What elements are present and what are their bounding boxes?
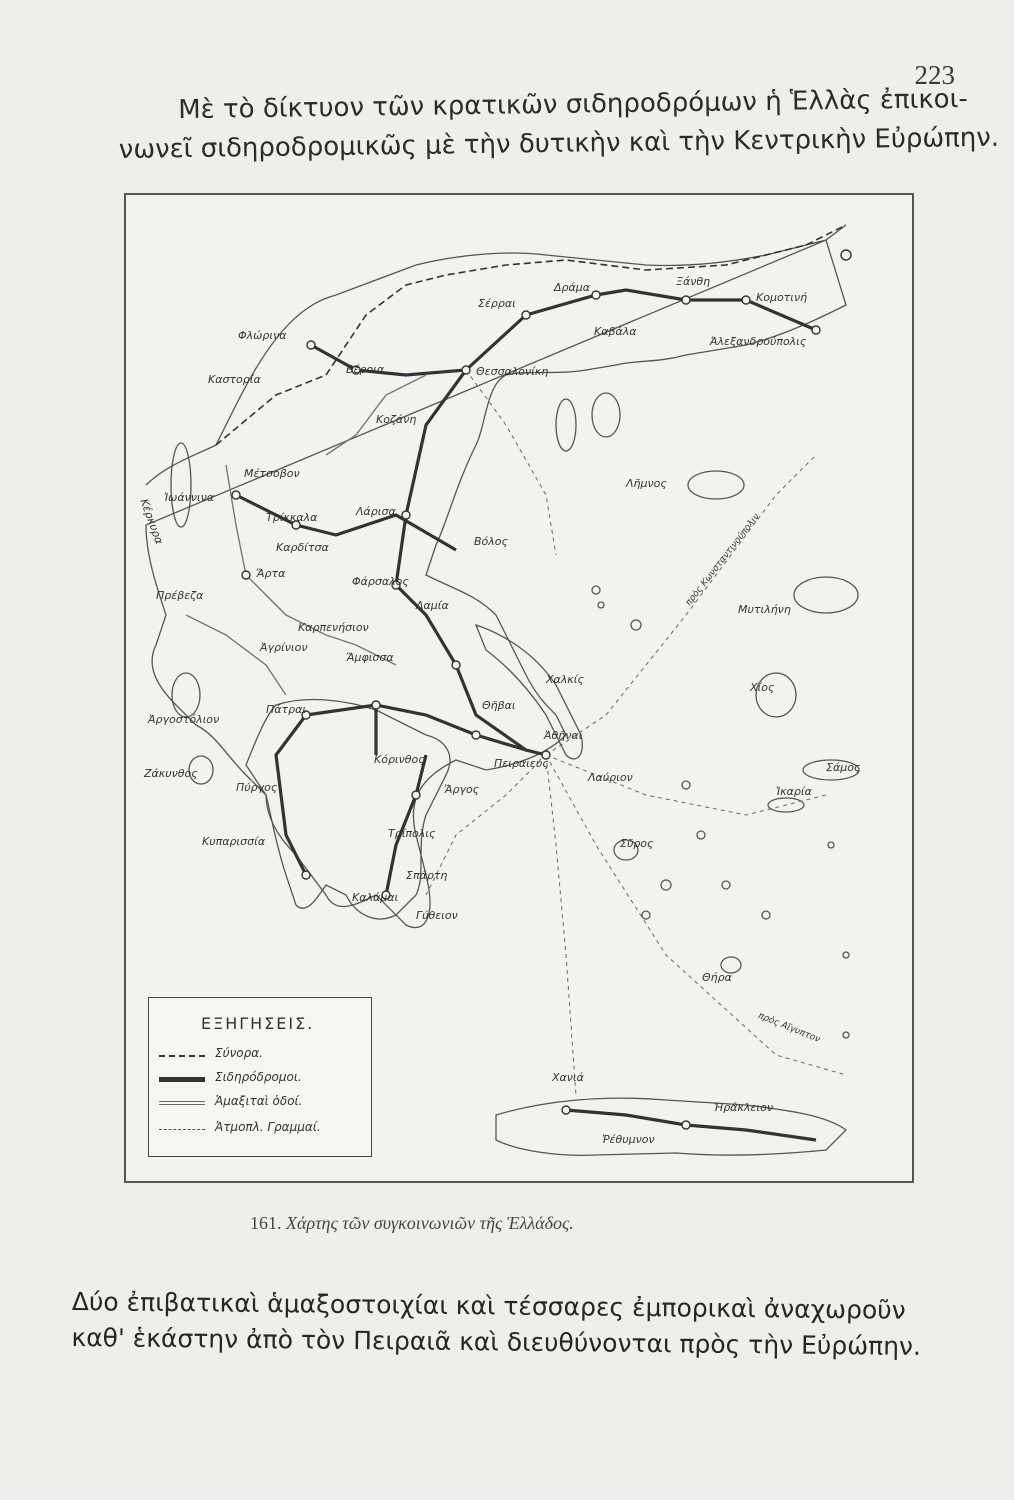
figure-caption	[250, 1213, 770, 1234]
label-korinthos: Κόρινθος	[374, 753, 425, 766]
label-chania: Χανιά	[552, 1071, 584, 1084]
label-lamia: Λαμία	[416, 599, 449, 612]
railway-florina-thessaloniki-drama	[311, 290, 816, 375]
closing-paragraph	[71, 1284, 952, 1365]
label-arta: Ἄρτα	[256, 567, 286, 580]
legend-item-borders	[159, 1046, 369, 1066]
label-karpenision: Καρπενήσιον	[298, 621, 369, 634]
chios-island	[756, 673, 796, 717]
label-alexandroupolis: Ἀλεξανδρούπολις	[710, 335, 807, 348]
intro-paragraph	[118, 80, 1000, 170]
label-zakynthos: Ζάκυνθος	[144, 767, 198, 780]
label-serres: Σέρραι	[478, 297, 516, 310]
label-pyrgos: Πύργος	[236, 781, 278, 794]
label-route-egypt: πρὸς Αἴγυπτον	[756, 1011, 822, 1045]
intro-line-2: νωνεῖ σιδηροδρομικῶς μὲ τὴν δυτικὴν καὶ τὴν Κεντρικὴν Εὐρώπην.	[118, 122, 1000, 165]
peloponnese-coastline	[246, 700, 450, 919]
railway-line-swatch	[159, 1077, 205, 1082]
label-syros: Σῦρος	[620, 837, 654, 850]
label-karditsa: Καρδίτσα	[276, 541, 329, 554]
label-thivai: Θῆβαι	[482, 699, 516, 712]
label-athinai: Ἀθῆναι	[544, 729, 583, 742]
legend-label: Ἀτμοπλ. Γραμμαί.	[215, 1120, 321, 1134]
label-preveza: Πρέβεζα	[156, 589, 204, 602]
label-ioannina: Ἰωάννινα	[164, 491, 215, 504]
legend-label: Ἁμαξιταὶ ὁδοί.	[215, 1094, 303, 1108]
label-farsala: Φάρσαλος	[352, 575, 409, 588]
label-amfissa: Ἄμφισσα	[346, 651, 394, 664]
label-volos: Βόλος	[474, 535, 508, 548]
lesbos-island	[794, 577, 858, 613]
label-florina: Φλώρινα	[238, 329, 287, 342]
label-larisa: Λάρισα	[356, 505, 396, 518]
legend-label: Σιδηρόδρομοι.	[215, 1070, 302, 1084]
label-kerkyra: Κέρκυρα	[137, 497, 166, 546]
kerkyra-island	[171, 443, 191, 527]
label-gytheion: Γύθειον	[416, 909, 458, 922]
label-kalamai: Καλάμαι	[352, 891, 399, 904]
label-kozani: Κοζάνη	[376, 413, 417, 426]
road-line-swatch	[159, 1101, 205, 1105]
kefalonia-island	[172, 673, 200, 717]
label-mytilini: Μυτιλήνη	[738, 603, 791, 616]
label-patrai: Πάτραι	[266, 703, 307, 716]
closing-line-2: καθ' ἑκάστην ἀπὸ τὸν Πειραιᾶ καὶ διευθύνονται πρὸς τὴν Εὐρώπην.	[71, 1322, 922, 1361]
legend-title: ΕΞΗΓΗΣΕΙΣ.	[201, 1014, 315, 1033]
label-thira: Θήρα	[702, 971, 732, 984]
steamship-line-swatch	[159, 1129, 205, 1130]
map-legend	[148, 997, 372, 1157]
figure-caption-text: Χάρτης τῶν συγκοινωνιῶν τῆς Ἑλλάδος.	[286, 1213, 574, 1233]
label-agrinion: Ἀγρίνιον	[260, 641, 308, 654]
legend-label: Σύνορα.	[215, 1046, 263, 1060]
label-argostolion: Ἀργοστόλιον	[148, 713, 220, 726]
greece-communications-map	[124, 193, 914, 1183]
label-thessaloniki: Θεσσαλονίκη	[476, 365, 549, 378]
label-route-constantinople: πρὸς Κωνσταντινούπολιν	[683, 512, 762, 608]
label-rethymnon: Ῥέθυμνον	[602, 1133, 655, 1146]
label-drama: Δράμα	[554, 281, 591, 294]
label-trikkala: Τρίκκαλα	[266, 511, 318, 524]
label-sparti: Σπάρτη	[406, 869, 448, 882]
railway-thessaloniki-larisa-athens	[396, 370, 546, 755]
intro-line-1: Μὲ τὸ δίκτυον τῶν κρατικῶν σιδηροδρόμων ἡ Ἑλλὰς ἐπικοι-	[178, 84, 968, 126]
label-kastoria: Καστορία	[208, 373, 261, 386]
legend-item-roads	[159, 1094, 369, 1114]
label-veroia: Βέροια	[346, 363, 385, 376]
label-samos: Σάμος	[826, 761, 861, 774]
label-peiraieus: Πειραιεύς	[494, 757, 549, 770]
page-number: 223	[914, 60, 955, 90]
label-lavrion: Λαύριον	[588, 771, 633, 784]
label-chios: Χίος	[750, 681, 775, 694]
label-chalkis: Χαλκίς	[546, 673, 584, 686]
railway-peloponnese	[276, 705, 526, 895]
label-limnos: Λῆμνος	[626, 477, 667, 490]
crete-coastline	[496, 1098, 846, 1155]
athos-peninsula	[592, 393, 620, 437]
figure-number: 161.	[250, 1213, 282, 1233]
label-kavala: Καβάλα	[594, 325, 637, 338]
sithonia-peninsula	[556, 399, 576, 451]
label-tripolis: Τρίπολις	[388, 827, 436, 840]
closing-line-1: Δύο ἐπιβατικαὶ ἁμαξοστοιχίαι καὶ τέσσαρες ἐμπορικαὶ ἀναχωροῦν	[71, 1286, 906, 1325]
label-xanthi: Ξάνθη	[676, 275, 711, 288]
label-ikaria: Ἰκαρία	[776, 785, 812, 798]
label-metsovon: Μέτσοβον	[244, 467, 300, 480]
limnos-island	[688, 471, 744, 499]
legend-item-railways	[159, 1070, 369, 1090]
label-komotini: Κομοτινή	[756, 291, 808, 304]
border-line-swatch	[159, 1055, 205, 1057]
label-kyparissia: Κυπαρισσία	[202, 835, 266, 848]
label-argos: Ἄργος	[444, 783, 480, 796]
label-irakleion: Ἡράκλειον	[714, 1101, 773, 1114]
legend-item-steamship	[159, 1120, 369, 1140]
